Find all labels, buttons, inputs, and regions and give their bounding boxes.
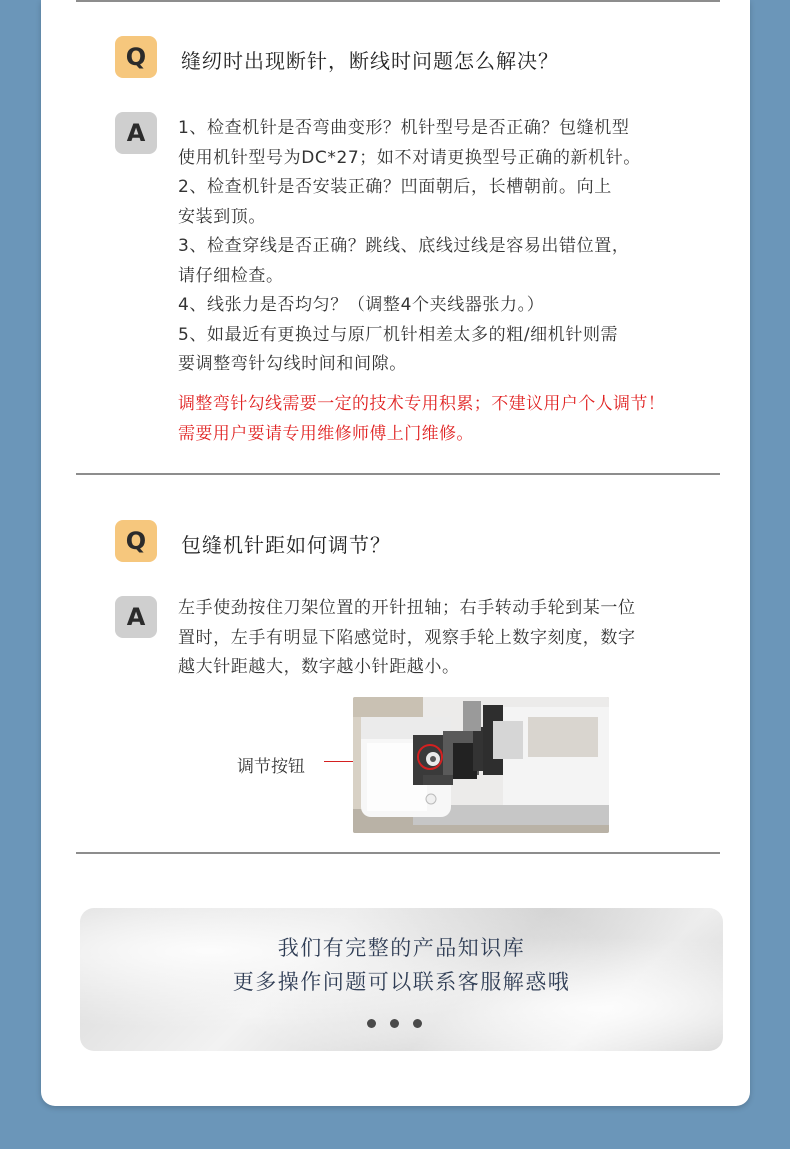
sewing-machine-photo bbox=[353, 697, 609, 833]
faq-card bbox=[41, 0, 750, 1106]
answer-line: 安装到顶。 bbox=[178, 206, 266, 227]
answer-badge: A bbox=[115, 596, 157, 638]
answer-line: 5、如最近有更换过与原厂机针相差太多的粗/细机针则需 bbox=[178, 324, 619, 345]
dot bbox=[367, 1019, 376, 1028]
more-dots-icon bbox=[367, 1019, 422, 1028]
answer-line: 1、检查机针是否弯曲变形？机针型号是否正确？包缝机型 bbox=[178, 118, 630, 138]
answer-text-stitch-length bbox=[178, 594, 698, 683]
question-badge: Q bbox=[115, 520, 157, 562]
answer-line: 3、检查穿线是否正确？跳线、底线过线是容易出错位置， bbox=[178, 236, 630, 256]
answer-line: 请仔细检查。 bbox=[178, 265, 284, 286]
answer-line: 要调整弯针勾线时间和间隙。 bbox=[178, 354, 407, 374]
warning-line: 调整弯针勾线需要一定的技术专用积累；不建议用户个人调节！ bbox=[178, 394, 666, 414]
banner-line-1: 我们有完整的产品知识库 bbox=[277, 936, 526, 960]
warning-text bbox=[178, 389, 718, 449]
dot bbox=[413, 1019, 422, 1028]
answer-line: 置时，左手有明显下陷感觉时，观察手轮上数字刻度，数字 bbox=[178, 627, 636, 648]
question-badge: Q bbox=[115, 36, 157, 78]
answer-line: 越大针距越大，数字越小针距越小。 bbox=[178, 657, 460, 677]
bottom-divider bbox=[76, 852, 720, 854]
top-divider bbox=[76, 0, 720, 2]
answer-line: 左手使劲按住刀架位置的开针扭轴；右手转动手轮到某一位 bbox=[178, 598, 636, 618]
answer-line: 使用机针型号为DC*27；如不对请更换型号正确的新机针。 bbox=[178, 147, 641, 168]
dot bbox=[390, 1019, 399, 1028]
question-title-needle-break: 缝纫时出现断针，断线时问题怎么解决？ bbox=[181, 49, 559, 73]
answer-line: 2、检查机针是否安装正确？凹面朝后，长槽朝前。向上 bbox=[178, 177, 612, 197]
section-divider bbox=[76, 473, 720, 475]
answer-text-needle-break bbox=[178, 114, 698, 380]
warning-line: 需要用户要请专用维修师傅上门维修。 bbox=[178, 424, 474, 444]
adjust-button-label: 调节按钮 bbox=[237, 757, 305, 777]
question-title-stitch-length: 包缝机针距如何调节？ bbox=[181, 533, 391, 557]
answer-badge: A bbox=[115, 112, 157, 154]
knowledge-base-banner bbox=[80, 908, 723, 1051]
answer-line: 4、线张力是否均匀？（调整4个夹线器张力。） bbox=[178, 295, 545, 315]
banner-line-2: 更多操作问题可以联系客服解惑哦 bbox=[232, 970, 571, 994]
